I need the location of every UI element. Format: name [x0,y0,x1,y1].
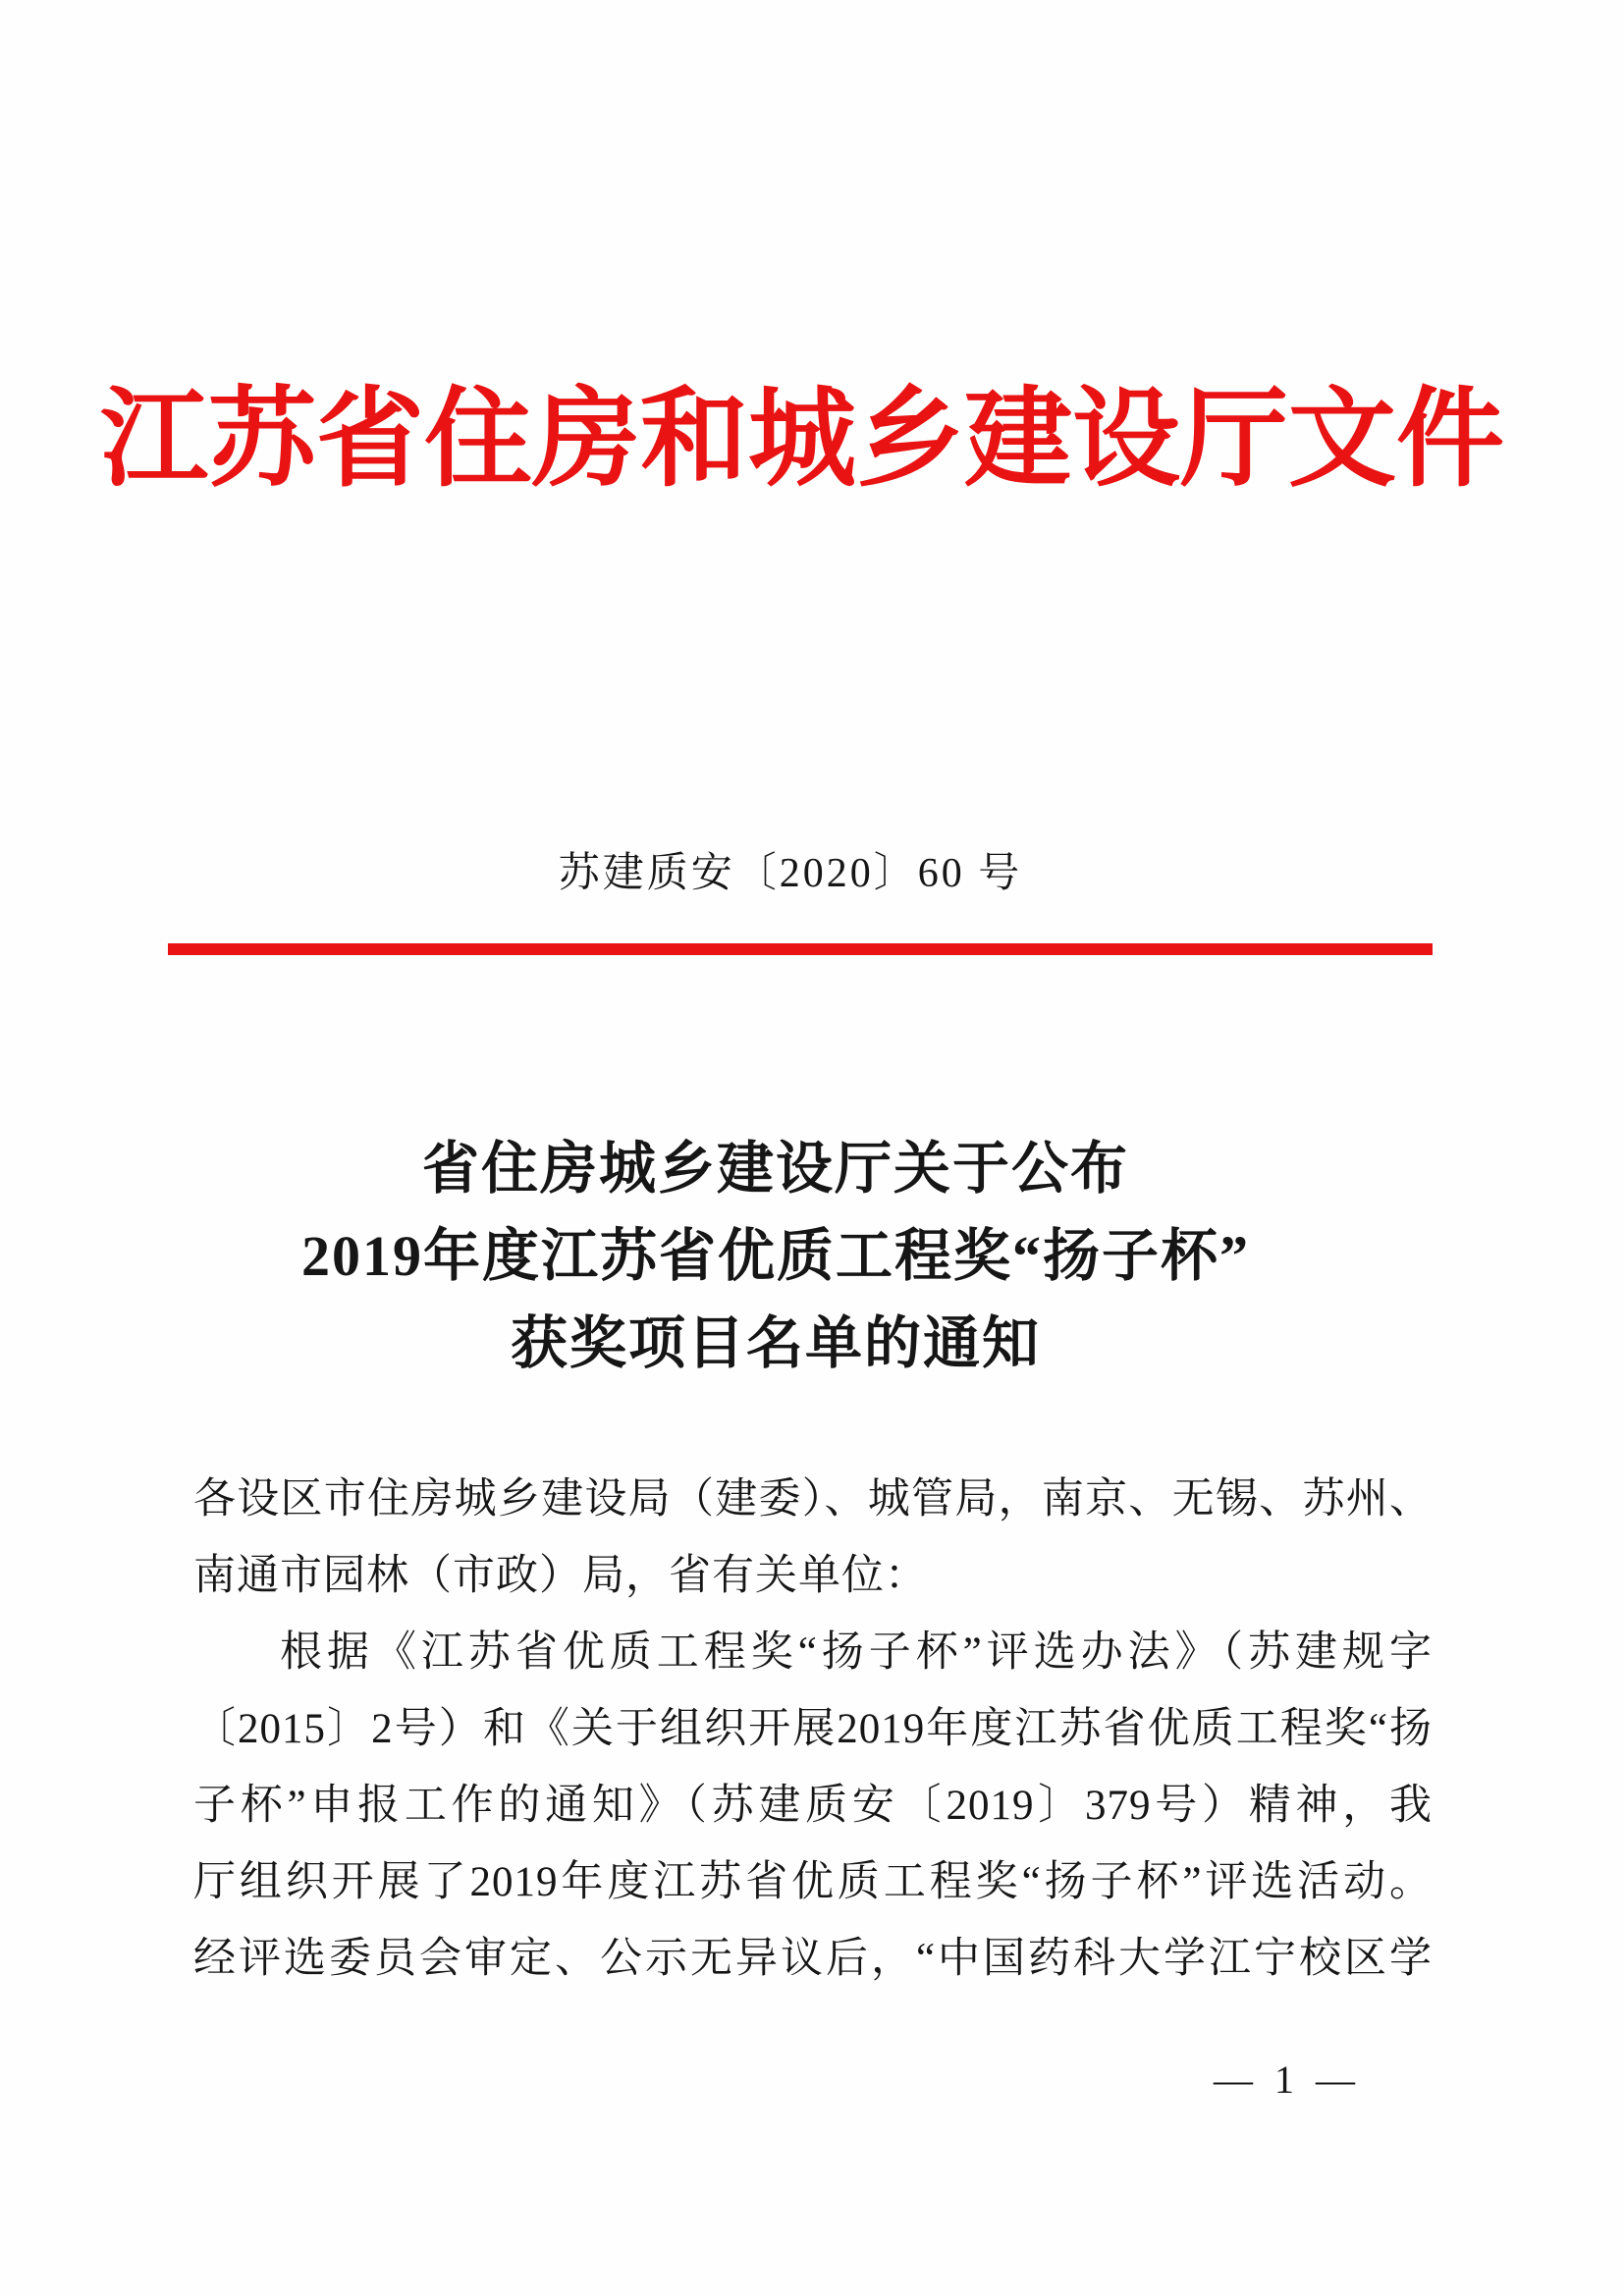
doc-number: 苏建质安〔2020〕60 号 [558,851,1023,896]
body-line: 根据《江苏省优质工程奖“扬子杯”评选办法》（苏建规字 [280,1629,1433,1676]
body-line: 经评选委员会审定、公示无异议后，“中国药科大学江宁校区学 [193,1936,1433,1982]
body-line: 〔2015〕2号）和《关于组织开展2019年度江苏省优质工程奖“扬 [193,1706,1433,1752]
body-line: 子杯”申报工作的通知》（苏建质安〔2019〕379号）精神，我 [193,1783,1433,1829]
body-line: 各设区市住房城乡建设局（建委）、城管局，南京、无锡、苏州、 [193,1476,1433,1522]
notice-title-line-1: 省住房城乡建设厅关于公布 [421,1137,1129,1201]
notice-title-line-3: 获奖项目名单的通知 [510,1311,1041,1375]
page-number: — 1 — [1214,2057,1361,2102]
body-line: 南通市园林（市政）局，省有关单位： [193,1553,928,1599]
body-line: 厅组织开展了2019年度江苏省优质工程奖“扬子杯”评选活动。 [193,1859,1433,1905]
notice-title-line-2: 2019年度江苏省优质工程奖“扬子杯” [300,1224,1250,1288]
notice-title [0,1125,1551,1387]
org-banner-title: 江苏省住房和城乡建设厅文件 [100,380,1504,500]
red-divider-line [168,943,1433,955]
body-text [193,1462,1433,1998]
